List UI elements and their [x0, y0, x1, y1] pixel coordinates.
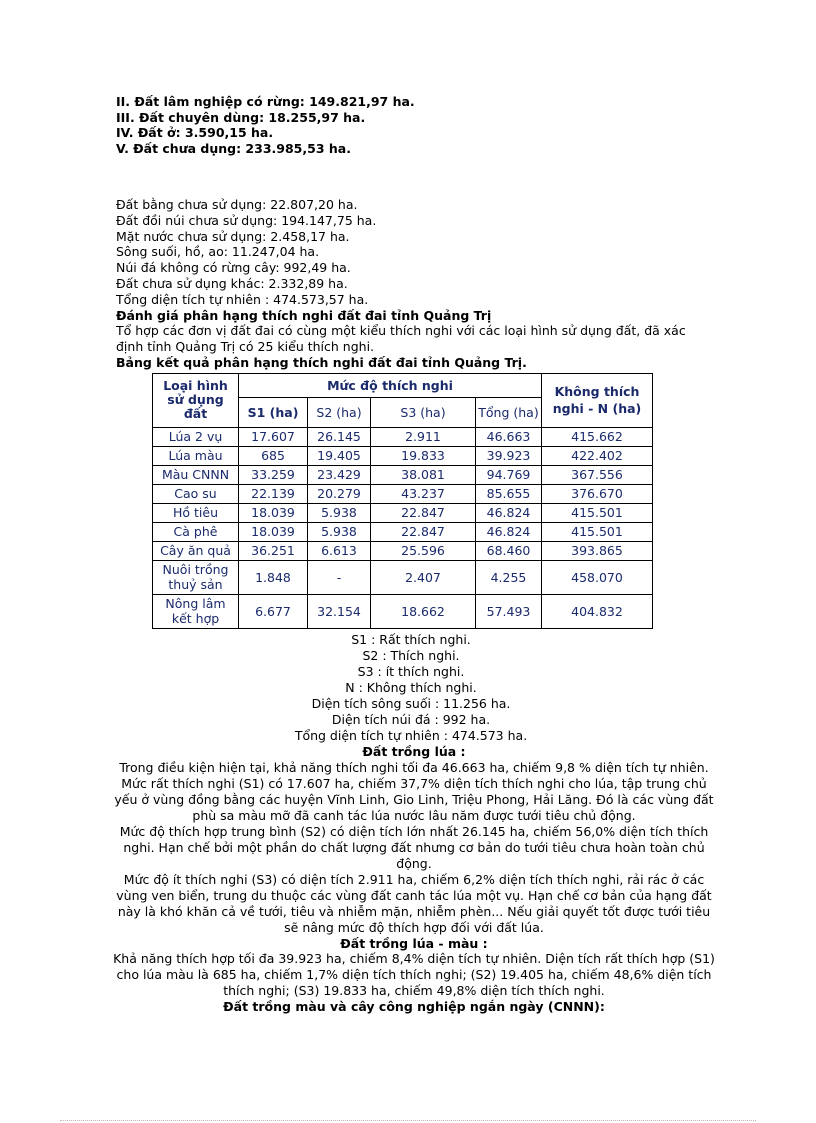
summary-line: V. Đất chưa dụng: 233.985,53 ha.: [116, 140, 351, 156]
unused-land-line: Tổng diện tích tự nhiên : 474.573,57 ha.: [116, 291, 369, 307]
table-cell-s1: 18.039: [239, 522, 308, 541]
table-cell-s1: 6.677: [239, 594, 308, 628]
rice-paragraph: Mức độ thích hợp trung bình (S2) có diện tích lớn nhất 26.145 ha, chiếm 56,0% diện tích thích nghi. Hạn chế bởi một phần do chất lượng đất nhưng cơ bản do tưới tiêu chưa hoàn toàn chủ động.: [119, 823, 709, 871]
rice-crop-text: Khả năng thích hợp tối đa 39.923 ha, chiếm 8,4% diện tích tự nhiên. Diện tích rất thích hợp (S1) cho lúa màu là 685 ha, chiếm 1,7% diện tích thích nghi; (S2) 19.405 ha, chiếm 48,6% diện tích thích nghi; (S3) 19.833 ha, chiếm 49,8% diện tích thích nghi.: [113, 951, 715, 999]
assessment-text: Tổ hợp các đơn vị đất đai có cùng một kiểu thích nghi với các loại hình sử dụng đất, đã xác định tỉnh Quảng Trị có 25 kiểu thích nghi.: [116, 323, 686, 355]
page-footer-rule: [60, 1120, 756, 1121]
table-cell-total: 4.255: [476, 560, 542, 594]
table-cell-s3: 43.237: [371, 484, 476, 503]
table-cell-name: Cao su: [153, 484, 239, 503]
table-cell-n: 393.865: [542, 541, 653, 560]
table-cell-s1: 33.259: [239, 465, 308, 484]
table-cell-s3: 18.662: [371, 594, 476, 628]
summary-line: IV. Đất ở: 3.590,15 ha.: [116, 125, 274, 140]
rice-crop-heading: Đất trồng lúa - màu :: [340, 935, 488, 951]
table-cell-name: Hồ tiêu: [153, 503, 239, 522]
unused-land-list: [116, 197, 706, 308]
table-cell-s3: 25.596: [371, 541, 476, 560]
table-cell-s3: 2.407: [371, 560, 476, 594]
table-row: [153, 484, 653, 503]
summary-line: III. Đất chuyên dùng: 18.255,97 ha.: [116, 109, 366, 125]
table-cell-s3: 2.911: [371, 427, 476, 446]
table-cell-name: Cây ăn quả: [153, 541, 239, 560]
legend: [116, 632, 706, 744]
legend-line: Tổng diện tích tự nhiên : 474.573 ha.: [294, 727, 528, 743]
table-cell-name: Nuôi trồng thuỷ sản: [153, 560, 239, 594]
document-body: [113, 94, 715, 1015]
land-summary: [116, 94, 706, 156]
table-cell-n: 422.402: [542, 446, 653, 465]
table-cell-s2: 32.154: [308, 594, 371, 628]
col-s1-header: S1 (ha): [239, 397, 308, 427]
legend-line: Diện tích sông suối : 11.256 ha.: [311, 695, 511, 711]
legend-line: Diện tích núi đá : 992 ha.: [331, 711, 491, 727]
table-cell-total: 39.923: [476, 446, 542, 465]
table-cell-s1: 22.139: [239, 484, 308, 503]
table-cell-s2: -: [308, 560, 371, 594]
table-cell-total: 46.824: [476, 522, 542, 541]
table-cell-s2: 23.429: [308, 465, 371, 484]
table-cell-total: 57.493: [476, 594, 542, 628]
legend-line: S3 : ít thích nghi.: [357, 663, 465, 679]
table-cell-s3: 22.847: [371, 522, 476, 541]
table-cell-name: Lúa màu: [153, 446, 239, 465]
table-row: [153, 522, 653, 541]
table-cell-n: 458.070: [542, 560, 653, 594]
col-s3-header: S3 (ha): [371, 397, 476, 427]
col-total-header: Tổng (ha): [476, 397, 542, 427]
col-n-header: Không thích nghi - N (ha): [542, 373, 653, 427]
table-cell-s2: 5.938: [308, 522, 371, 541]
table-row: [153, 541, 653, 560]
table-cell-s2: 26.145: [308, 427, 371, 446]
unused-land-line: Đất bằng chưa sử dụng: 22.807,20 ha.: [116, 197, 358, 212]
table-heading: Bảng kết quả phân hạng thích nghi đất đai tỉnh Quảng Trị.: [116, 354, 527, 370]
table-cell-s2: 5.938: [308, 503, 371, 522]
table-cell-s1: 17.607: [239, 427, 308, 446]
suitability-table: [152, 373, 653, 629]
table-cell-name: Cà phê: [153, 522, 239, 541]
legend-line: S1 : Rất thích nghi.: [351, 631, 471, 647]
table-cell-total: 68.460: [476, 541, 542, 560]
table-cell-total: 94.769: [476, 465, 542, 484]
legend-line: N : Không thích nghi.: [345, 679, 477, 695]
unused-land-line: Núi đá không có rừng cây: 992,49 ha.: [116, 260, 351, 276]
table-row: [153, 560, 653, 594]
table-cell-total: 46.663: [476, 427, 542, 446]
table-cell-s2: 6.613: [308, 541, 371, 560]
table-cell-s1: 685: [239, 446, 308, 465]
table-row: [153, 594, 653, 628]
table-row: [153, 503, 653, 522]
unused-land-line: Đất chưa sử dụng khác: 2.332,89 ha.: [116, 275, 348, 291]
table-cell-total: 46.824: [476, 503, 542, 522]
table-row: [153, 465, 653, 484]
col-landuse-header: Loại hình sử dụng đất: [153, 373, 239, 427]
table-cell-name: Nông lâm kết hợp: [153, 594, 239, 628]
table-row: [153, 446, 653, 465]
table-cell-s1: 1.848: [239, 560, 308, 594]
table-cell-s3: 19.833: [371, 446, 476, 465]
table-cell-n: 415.501: [542, 522, 653, 541]
assessment-heading: Đánh giá phân hạng thích nghi đất đai tỉnh Quảng Trị: [116, 307, 492, 323]
table-cell-name: Lúa 2 vụ: [153, 427, 239, 446]
table-cell-n: 415.501: [542, 503, 653, 522]
table-cell-s1: 36.251: [239, 541, 308, 560]
legend-line: S2 : Thích nghi.: [362, 647, 460, 663]
table-cell-s3: 38.081: [371, 465, 476, 484]
rice-paragraph: Mức độ ít thích nghi (S3) có diện tích 2.911 ha, chiếm 6,2% diện tích thích nghi, rải rác ở các vùng ven biển, trung du thuộc các vùng đất canh tác lúa một vụ. Hạn chế cơ bản của hạng đất này là khó khăn cả về tưới, tiêu và nhiễm mặn, nhiễm phèn... Nếu giải quyết tốt được tưới tiêu sẽ nâng mức độ thích hợp đối với đất lúa.: [116, 871, 712, 935]
table-cell-total: 85.655: [476, 484, 542, 503]
table-cell-name: Màu CNNN: [153, 465, 239, 484]
summary-line: II. Đất lâm nghiệp có rừng: 149.821,97 ha.: [116, 94, 415, 109]
cnnn-heading: Đất trồng màu và cây công nghiệp ngắn ngày (CNNN):: [223, 999, 605, 1015]
unused-land-line: Mặt nước chưa sử dụng: 2.458,17 ha.: [116, 228, 350, 244]
rice-heading: Đất trồng lúa :: [362, 743, 466, 759]
table-cell-s2: 19.405: [308, 446, 371, 465]
table-row: [153, 427, 653, 446]
table-cell-n: 376.670: [542, 484, 653, 503]
table-cell-s3: 22.847: [371, 503, 476, 522]
rice-section: [110, 744, 718, 1015]
unused-land-line: Sông suối, hồ, ao: 11.247,04 ha.: [116, 244, 320, 260]
table-cell-s2: 20.279: [308, 484, 371, 503]
table-cell-n: 367.556: [542, 465, 653, 484]
table-cell-s1: 18.039: [239, 503, 308, 522]
col-s2-header: S2 (ha): [308, 397, 371, 427]
col-group-header: Mức độ thích nghi: [239, 373, 542, 397]
table-body: [153, 427, 653, 628]
table-cell-n: 404.832: [542, 594, 653, 628]
table-cell-n: 415.662: [542, 427, 653, 446]
unused-land-line: Đất đồi núi chưa sử dụng: 194.147,75 ha.: [116, 212, 377, 228]
rice-paragraph: Trong điều kiện hiện tại, khả năng thích nghi tối đa 46.663 ha, chiếm 9,8 % diện tích tự nhiên. Mức rất thích nghi (S1) có 17.607 ha, chiếm 37,7% diện tích thích nghi cho lúa, tập trung chủ yếu ở vùng đồng bằng các huyện Vĩnh Linh, Gio Linh, Triệu Phong, Hải Lăng. Đó là các vùng đất phù sa màu mỡ đã canh tác lúa nước lâu năm được tưới tiêu chủ động.: [114, 759, 714, 823]
